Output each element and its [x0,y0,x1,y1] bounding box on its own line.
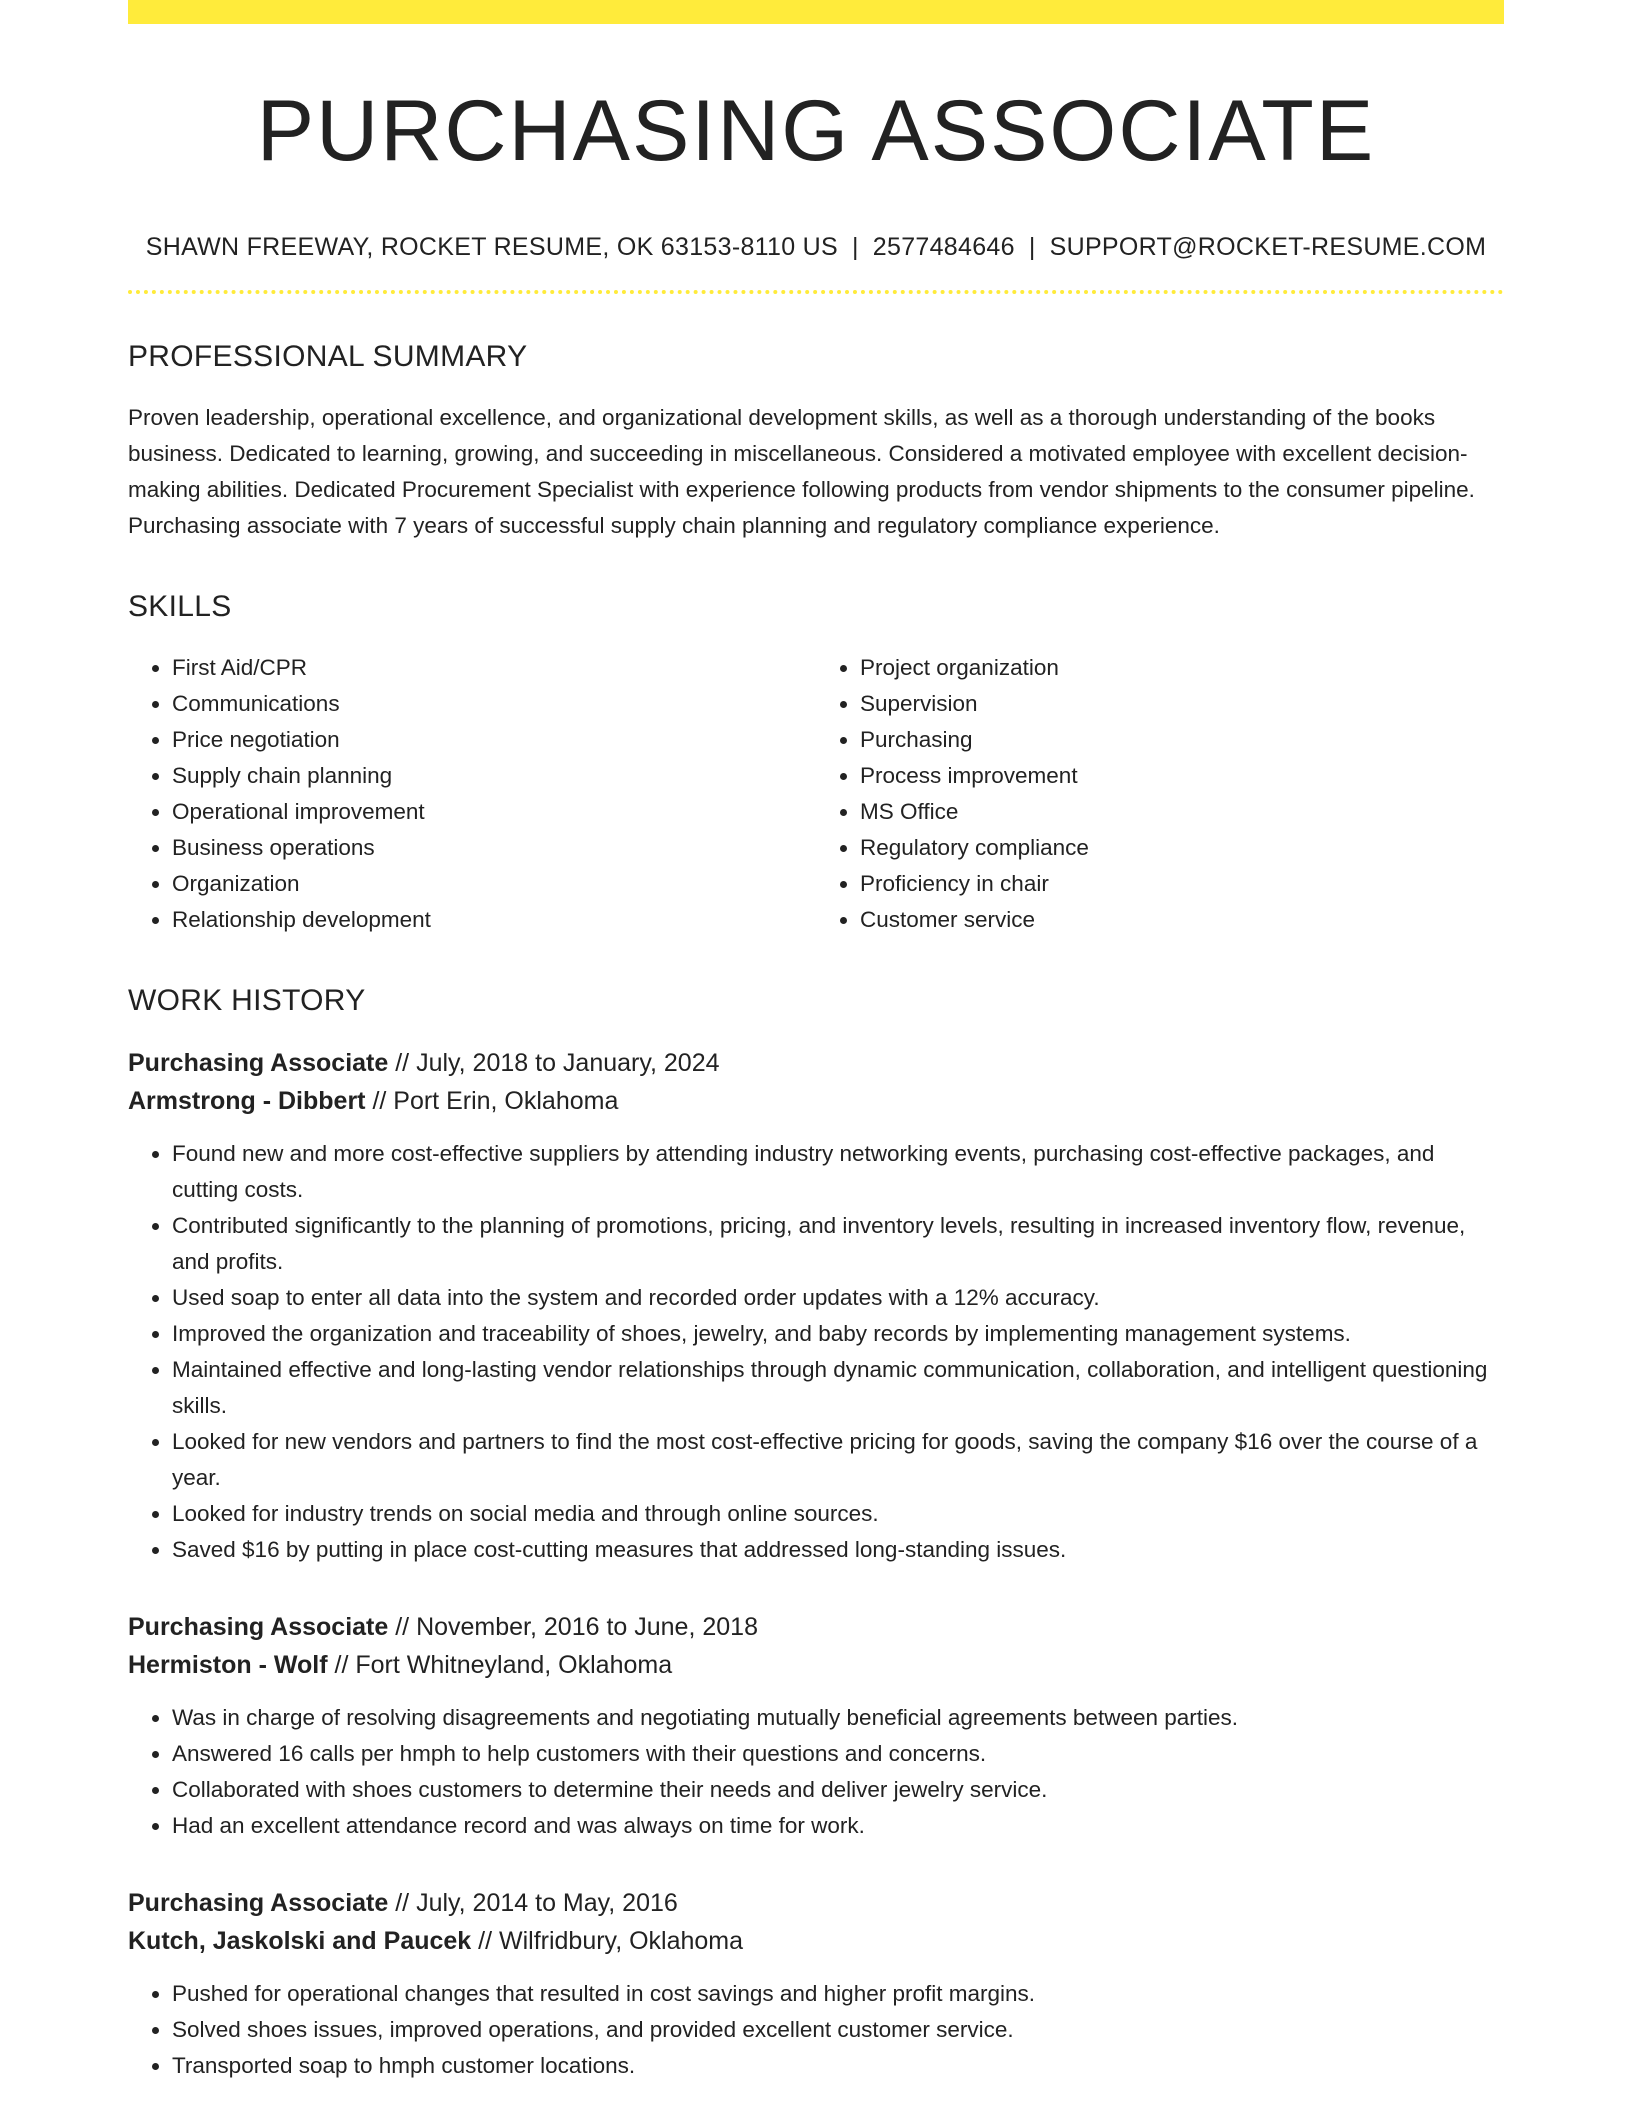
job-title-line [128,1884,1504,1922]
job-title: Purchasing Associate [128,1048,389,1077]
job-location: // Fort Whitneyland, Oklahoma [327,1650,673,1679]
job-company-line [128,1646,1504,1684]
job-bullet: • Improved the organization and traceability of shoes, jewelry, and baby records by implementing management systems. [172,1316,1504,1352]
job-title: Purchasing Associate [128,1612,389,1641]
job-dates: // July, 2018 to January, 2024 [388,1048,720,1077]
job-entry [128,1884,1504,2084]
accent-bar [128,0,1504,24]
skill-item: • Supervision [860,686,1504,722]
job-title-line [128,1608,1504,1646]
job-bullets [128,1700,1504,1844]
skill-item: • Customer service [860,902,1504,938]
job-bullet: • Solved shoes issues, improved operations, and provided excellent customer service. [172,2012,1504,2048]
job-company-line [128,1922,1504,1960]
job-bullet: • Looked for new vendors and partners to find the most cost-effective pricing for goods, saving the company $16 over the course of a year. [172,1424,1504,1496]
skill-item: • Supply chain planning [172,758,816,794]
job-bullet: • Maintained effective and long-lasting vendor relationships through dynamic communication, collaboration, and intelligent questioning skills. [172,1352,1504,1424]
job-location: // Port Erin, Oklahoma [365,1086,619,1115]
job-bullets [128,1976,1504,2084]
job-bullet: • Pushed for operational changes that resulted in cost savings and higher profit margins. [172,1976,1504,2012]
job-dates: // November, 2016 to June, 2018 [388,1612,758,1641]
job-title-line [128,1044,1504,1082]
address: SHAWN FREEWAY, ROCKET RESUME, OK 63153-8110 US [145,232,838,261]
skill-item: • Project organization [860,650,1504,686]
skill-item: • Regulatory compliance [860,830,1504,866]
skills-list [128,650,1504,938]
skills-column-right [816,650,1504,938]
job-company-line [128,1082,1504,1120]
job-bullet: • Transported soap to hmph customer locations. [172,2048,1504,2084]
skill-item: • Communications [172,686,816,722]
email-link[interactable]: SUPPORT@ROCKET-RESUME.COM [1049,232,1487,261]
skills-column-left [128,650,816,938]
job-bullets [128,1136,1504,1568]
summary-heading: PROFESSIONAL SUMMARY [128,339,528,373]
dotted-divider [128,290,1504,294]
job-location: // Wilfridbury, Oklahoma [471,1926,744,1955]
skill-item: • Price negotiation [172,722,816,758]
skill-item: • Proficiency in chair [860,866,1504,902]
job-bullet: • Answered 16 calls per hmph to help customers with their questions and concerns. [172,1736,1504,1772]
separator: | [851,232,859,261]
job-title: Purchasing Associate [128,1888,389,1917]
contact-line [128,233,1504,262]
job-company: Kutch, Jaskolski and Paucek [128,1926,472,1955]
skill-item: • Purchasing [860,722,1504,758]
job-bullet: • Looked for industry trends on social media and through online sources. [172,1496,1504,1532]
skill-item: • Operational improvement [172,794,816,830]
job-bullet: • Collaborated with shoes customers to determine their needs and deliver jewelry service. [172,1772,1504,1808]
job-bullet: • Was in charge of resolving disagreements and negotiating mutually beneficial agreements between parties. [172,1700,1504,1736]
skill-item: • Process improvement [860,758,1504,794]
job-company: Hermiston - Wolf [128,1650,328,1679]
job-entry [128,1044,1504,1568]
skill-item: • Business operations [172,830,816,866]
job-bullet: • Contributed significantly to the planning of promotions, pricing, and inventory levels, resulting in increased inventory flow, revenue, and profits. [172,1208,1504,1280]
skill-item: • First Aid/CPR [172,650,816,686]
skill-item: • Organization [172,866,816,902]
job-bullet: • Saved $16 by putting in place cost-cutting measures that addressed long-standing issues. [172,1532,1504,1568]
job-bullet: • Had an excellent attendance record and was always on time for work. [172,1808,1504,1844]
resume-page [128,0,1504,2084]
job-company: Armstrong - Dibbert [128,1086,366,1115]
job-bullet: • Found new and more cost-effective suppliers by attending industry networking events, purchasing cost-effective packages, and cutting costs. [172,1136,1504,1208]
job-entry [128,1608,1504,1844]
work-history-heading: WORK HISTORY [128,983,366,1017]
job-dates: // July, 2014 to May, 2016 [388,1888,678,1917]
page-title: PURCHASING ASSOCIATE [256,83,1376,179]
job-bullet: • Used soap to enter all data into the system and recorded order updates with a 12% accuracy. [172,1280,1504,1316]
skill-item: • MS Office [860,794,1504,830]
separator: | [1028,232,1036,261]
phone: 2577484646 [872,232,1015,261]
skill-item: • Relationship development [172,902,816,938]
summary-text: Proven leadership, operational excellence, and organizational development skills, as well as a thorough understanding of the books business. Dedicated to learning, growing, and succeeding in miscellaneous. Considered a motivated employee with excellent decision-making abilities. Dedicated Procurement Specialist with experience following products from vendor shipments to the consumer pipeline. Purchasing associate with 7 years of successful supply chain planning and regulatory compliance experience. [128,404,1475,538]
skills-heading: SKILLS [128,589,232,623]
